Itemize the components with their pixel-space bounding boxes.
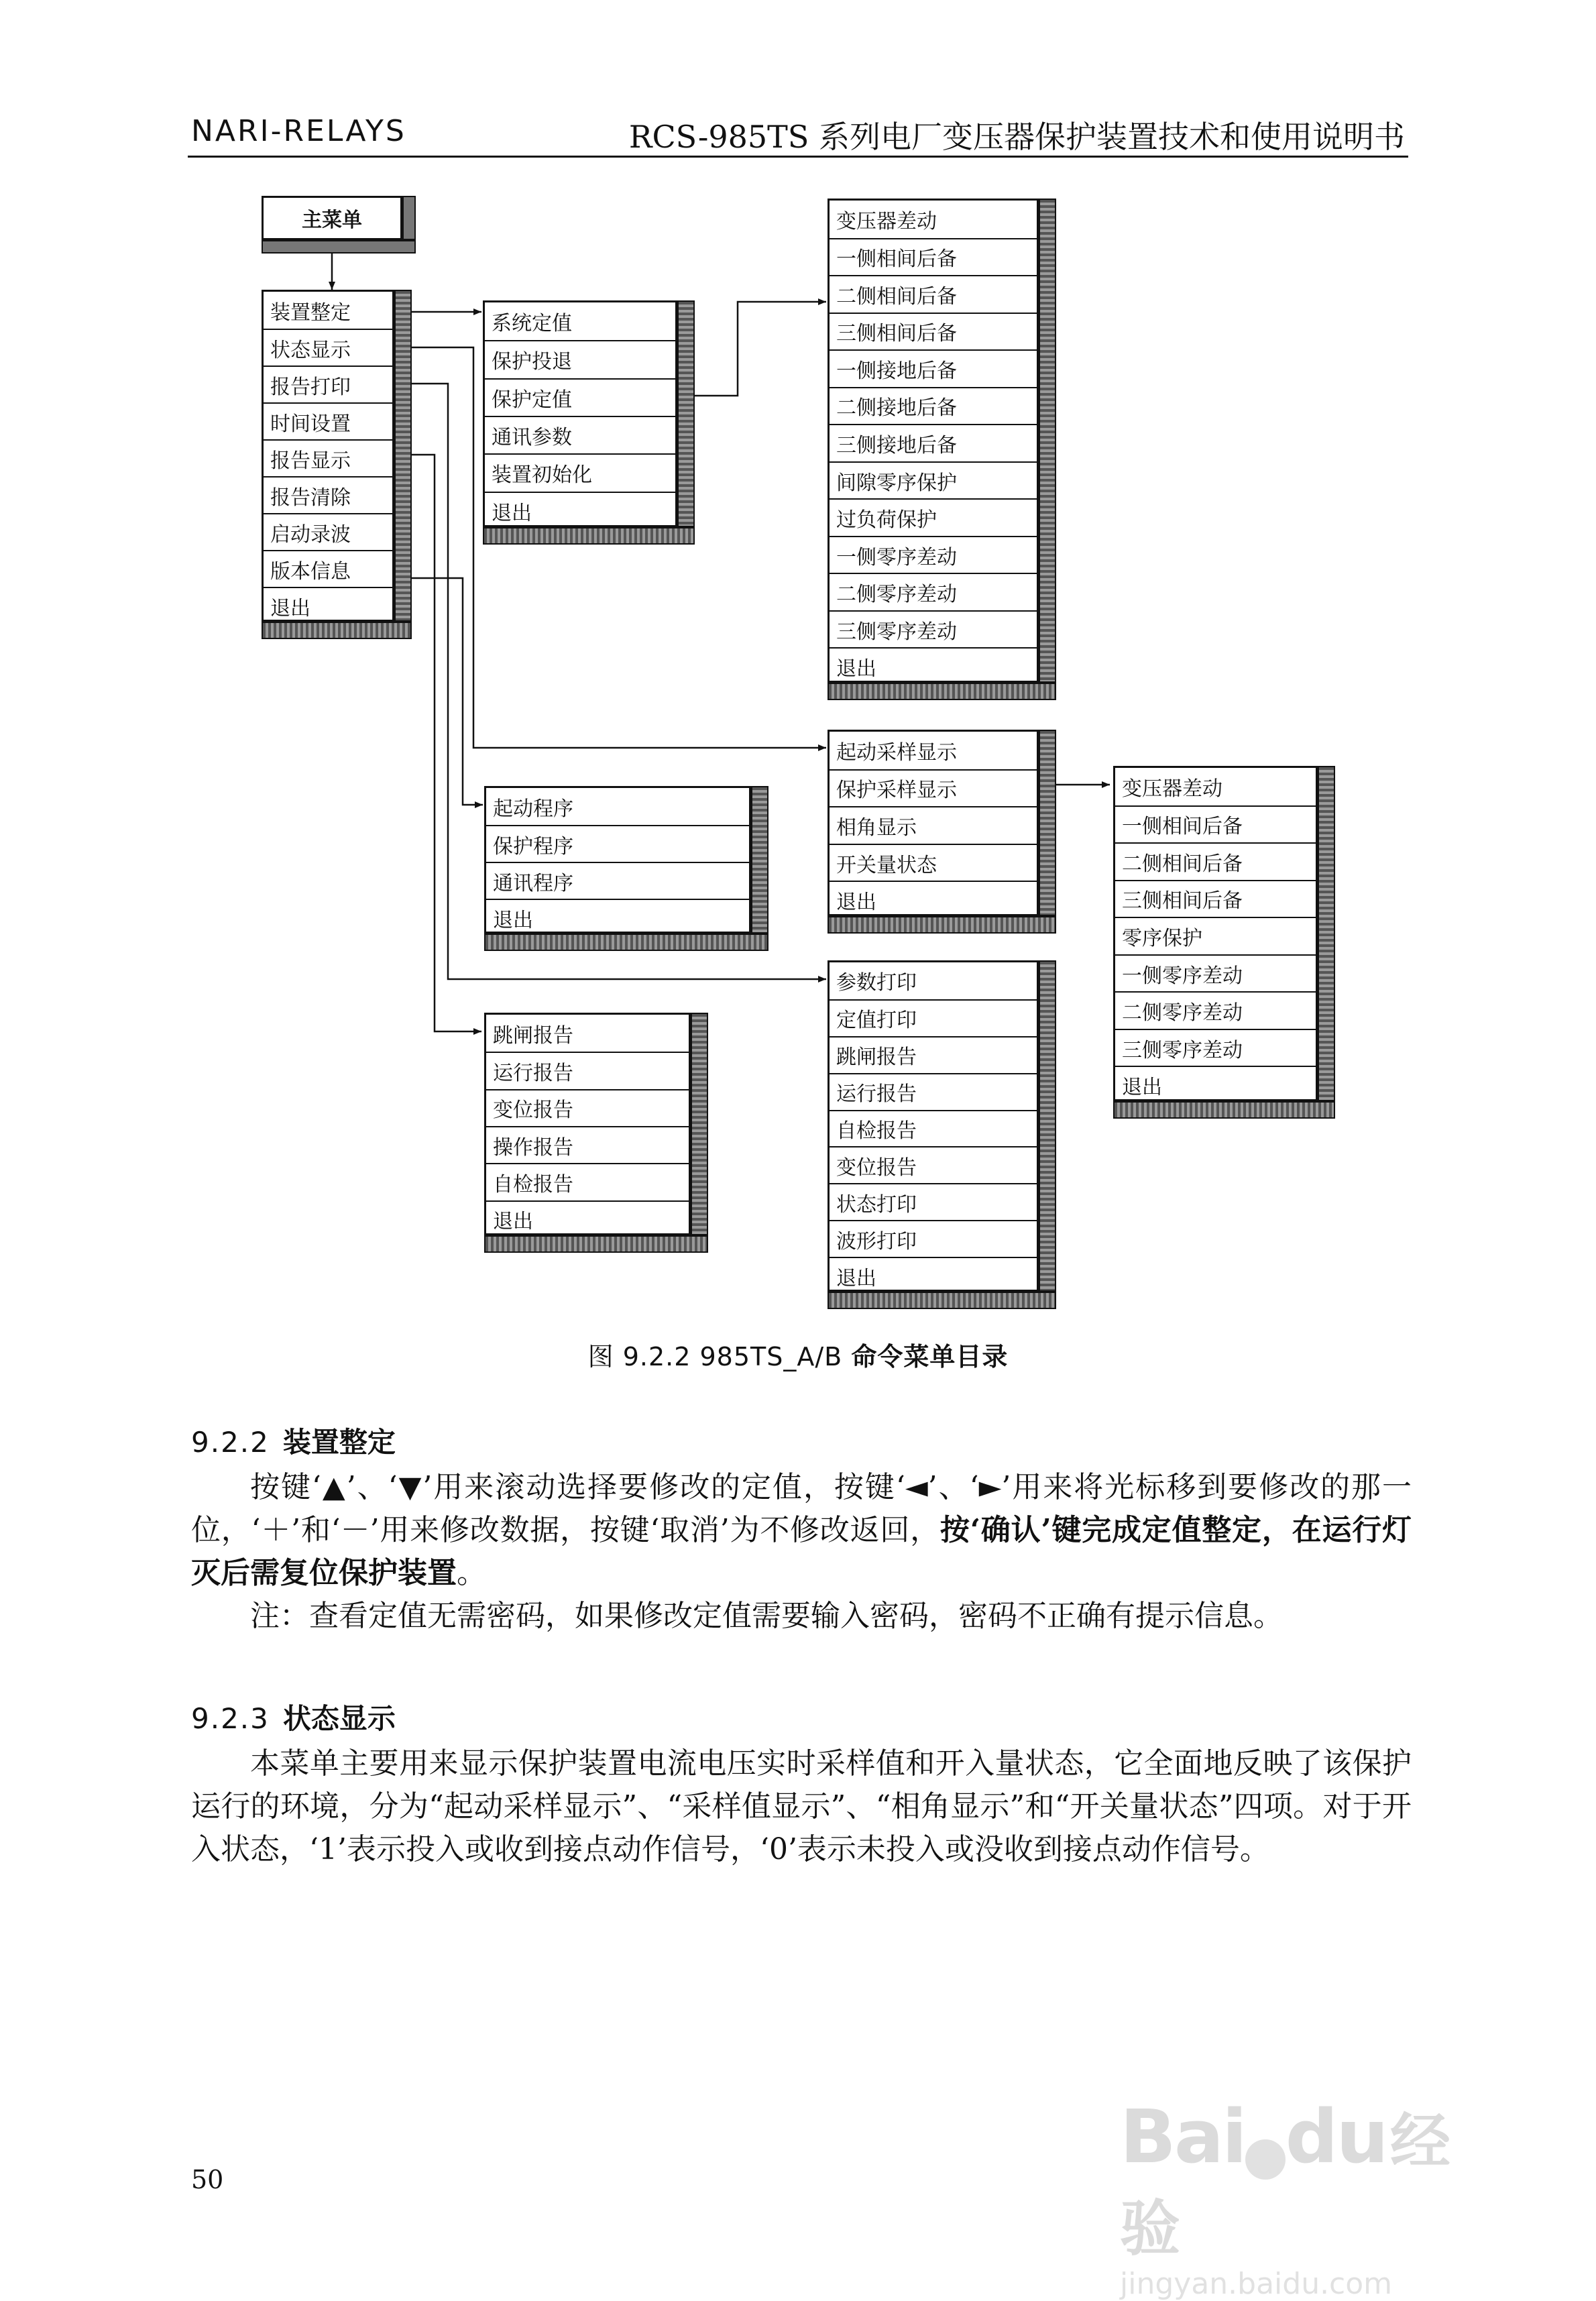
sample-menu-item[interactable]: 三侧零序差动 <box>1115 1029 1316 1066</box>
report-menu-item[interactable]: 退出 <box>486 1200 689 1237</box>
report-menu-box <box>484 1013 691 1235</box>
protection-menu-box <box>828 199 1039 683</box>
version-menu-item[interactable]: 起动程序 <box>493 797 573 821</box>
main-menu-title: 主菜单 <box>262 196 402 240</box>
setting-menu-item[interactable]: 通讯参数 <box>485 416 675 453</box>
status-menu-item[interactable]: 退出 <box>830 881 1037 918</box>
section-number: 9.2.2 <box>191 1426 270 1459</box>
header-rule <box>188 156 1408 158</box>
section1-note: 注：查看定值无需密码，如果修改定值需要输入密码，密码不正确有提示信息。 <box>250 1599 1283 1633</box>
main-menu-item[interactable]: 退出 <box>264 587 392 624</box>
status-menu-item[interactable]: 相角显示 <box>830 806 1037 844</box>
protection-menu-item[interactable]: 二侧接地后备 <box>830 387 1037 425</box>
print-menu-item[interactable]: 退出 <box>830 1257 1037 1294</box>
main-menu-item[interactable]: 报告显示 <box>264 439 392 476</box>
setting-menu-item[interactable]: 装置初始化 <box>485 453 675 491</box>
section2-paragraph: 本菜单主要用来显示保护装置电流电压实时采样值和开入量状态，它全面地反映了该保护运行的环境，分为“起动采样显示”、“采样值显示”、“相角显示”和“开关量状态”四项。对于开入状态，‘1’表示投入或收到接点动作信号，‘0’表示未投入或没收到接点动作信号。 <box>191 1746 1412 1866</box>
setting-menu-item[interactable]: 退出 <box>485 492 675 529</box>
protection-menu-item[interactable]: 二侧零序差动 <box>830 573 1037 610</box>
section-title: 装置整定 <box>282 1426 396 1459</box>
protection-menu-item[interactable]: 二侧相间后备 <box>830 275 1037 313</box>
version-menu-box <box>484 786 751 934</box>
report-menu-item[interactable]: 变位报告 <box>486 1089 689 1126</box>
main-menu-item[interactable]: 状态显示 <box>264 329 392 366</box>
protection-menu-item[interactable]: 一侧接地后备 <box>830 349 1037 387</box>
report-menu-item[interactable]: 运行报告 <box>486 1052 689 1088</box>
report-menu-item[interactable]: 自检报告 <box>486 1163 689 1200</box>
main-menu-item[interactable]: 版本信息 <box>264 550 392 587</box>
section-title: 状态显示 <box>282 1702 396 1735</box>
print-menu-item[interactable]: 自检报告 <box>830 1110 1037 1147</box>
protection-menu-item[interactable]: 退出 <box>830 647 1037 685</box>
protection-menu-item[interactable]: 一侧零序差动 <box>830 536 1037 573</box>
section1-paragraph <box>191 1466 1412 1595</box>
print-menu-item[interactable]: 跳闸报告 <box>830 1036 1037 1073</box>
para-end: 。 <box>457 1556 486 1590</box>
section-heading-922 <box>191 1420 396 1461</box>
version-menu-item[interactable]: 通讯程序 <box>486 862 749 899</box>
main-menu-item[interactable]: 报告清除 <box>264 476 392 513</box>
figure-caption <box>0 1336 1596 1373</box>
protection-menu-item[interactable]: 三侧接地后备 <box>830 424 1037 461</box>
protection-menu-item[interactable]: 三侧零序差动 <box>830 610 1037 648</box>
print-menu-item[interactable]: 变位报告 <box>830 1146 1037 1183</box>
status-menu-item[interactable]: 起动采样显示 <box>836 740 957 765</box>
setting-menu-box <box>483 300 677 527</box>
watermark-url: jingyan.baidu.com <box>1120 2267 1393 2301</box>
setting-menu-item[interactable]: 系统定值 <box>492 312 572 336</box>
setting-menu-item[interactable]: 保护定值 <box>485 378 675 416</box>
main-menu-item[interactable]: 启动录波 <box>264 513 392 550</box>
status-menu-item[interactable]: 开关量状态 <box>830 844 1037 881</box>
version-menu-item[interactable]: 退出 <box>486 899 749 936</box>
caption-suffix: 命令菜单目录 <box>851 1342 1009 1371</box>
sample-menu-item[interactable]: 退出 <box>1115 1066 1316 1103</box>
sample-menu-item[interactable]: 二侧零序差动 <box>1115 991 1316 1029</box>
watermark-cn: 经验 <box>1120 2107 1448 2264</box>
print-menu-item[interactable]: 运行报告 <box>830 1073 1037 1110</box>
print-menu-item[interactable]: 参数打印 <box>836 971 917 995</box>
setting-menu-item[interactable]: 保护投退 <box>485 340 675 378</box>
section-number: 9.2.3 <box>191 1702 270 1735</box>
protection-menu-item[interactable]: 三侧相间后备 <box>830 313 1037 350</box>
main-menu-item[interactable]: 时间设置 <box>264 402 392 439</box>
header-left: NARI-RELAYS <box>191 114 406 148</box>
caption-prefix: 图 9.2.2 985TS_A/B <box>587 1342 852 1371</box>
sample-menu-item[interactable]: 零序保护 <box>1115 917 1316 954</box>
main-menu-box <box>262 290 394 622</box>
sample-menu-box <box>1113 766 1318 1101</box>
main-menu-title-box <box>262 196 402 240</box>
section-heading-923 <box>191 1697 396 1737</box>
main-menu-item[interactable]: 装置整定 <box>270 300 351 325</box>
status-menu-item[interactable]: 保护采样显示 <box>830 769 1037 807</box>
para-normal: 按键‘▲’、‘▼’用来滚动选择要修改的定值，按键‘◄’、‘►’用来将光标移到要修改的那一位，‘＋’和‘－’用来修改数据，按键‘取消’为不修改返回， <box>191 1470 1412 1547</box>
sample-menu-item[interactable]: 三侧相间后备 <box>1115 880 1316 917</box>
para-bold: 按‘确认’键完成定值整定，在运行灯灭后需复位保护装置 <box>191 1513 1412 1590</box>
paw-icon <box>1245 2139 1286 2180</box>
page-number: 50 <box>191 2165 224 2194</box>
sample-menu-item[interactable]: 一侧零序差动 <box>1115 954 1316 992</box>
baidu-watermark <box>1120 2092 1495 2301</box>
report-menu-item[interactable]: 跳闸报告 <box>493 1023 573 1048</box>
print-menu-item[interactable]: 状态打印 <box>830 1183 1037 1220</box>
watermark-brand: Bai <box>1120 2094 1245 2180</box>
protection-menu-item[interactable]: 一侧相间后备 <box>830 238 1037 276</box>
print-menu-item[interactable]: 定值打印 <box>830 999 1037 1036</box>
sample-menu-item[interactable]: 一侧相间后备 <box>1115 805 1316 843</box>
header-right: RCS-985TS 系列电厂变压器保护装置技术和使用说明书 <box>628 119 1405 155</box>
protection-menu-item[interactable]: 间隙零序保护 <box>830 461 1037 499</box>
protection-menu-item[interactable]: 变压器差动 <box>836 209 937 233</box>
print-menu-item[interactable]: 波形打印 <box>830 1220 1037 1257</box>
print-menu-box <box>828 960 1039 1292</box>
sample-menu-item[interactable]: 变压器差动 <box>1122 777 1222 801</box>
version-menu-item[interactable]: 保护程序 <box>486 825 749 862</box>
protection-menu-item[interactable]: 过负荷保护 <box>830 498 1037 536</box>
main-menu-item[interactable]: 报告打印 <box>264 366 392 402</box>
sample-menu-item[interactable]: 二侧相间后备 <box>1115 842 1316 880</box>
status-menu-box <box>828 730 1039 916</box>
report-menu-item[interactable]: 操作报告 <box>486 1126 689 1163</box>
watermark-brand2: du <box>1285 2094 1387 2180</box>
